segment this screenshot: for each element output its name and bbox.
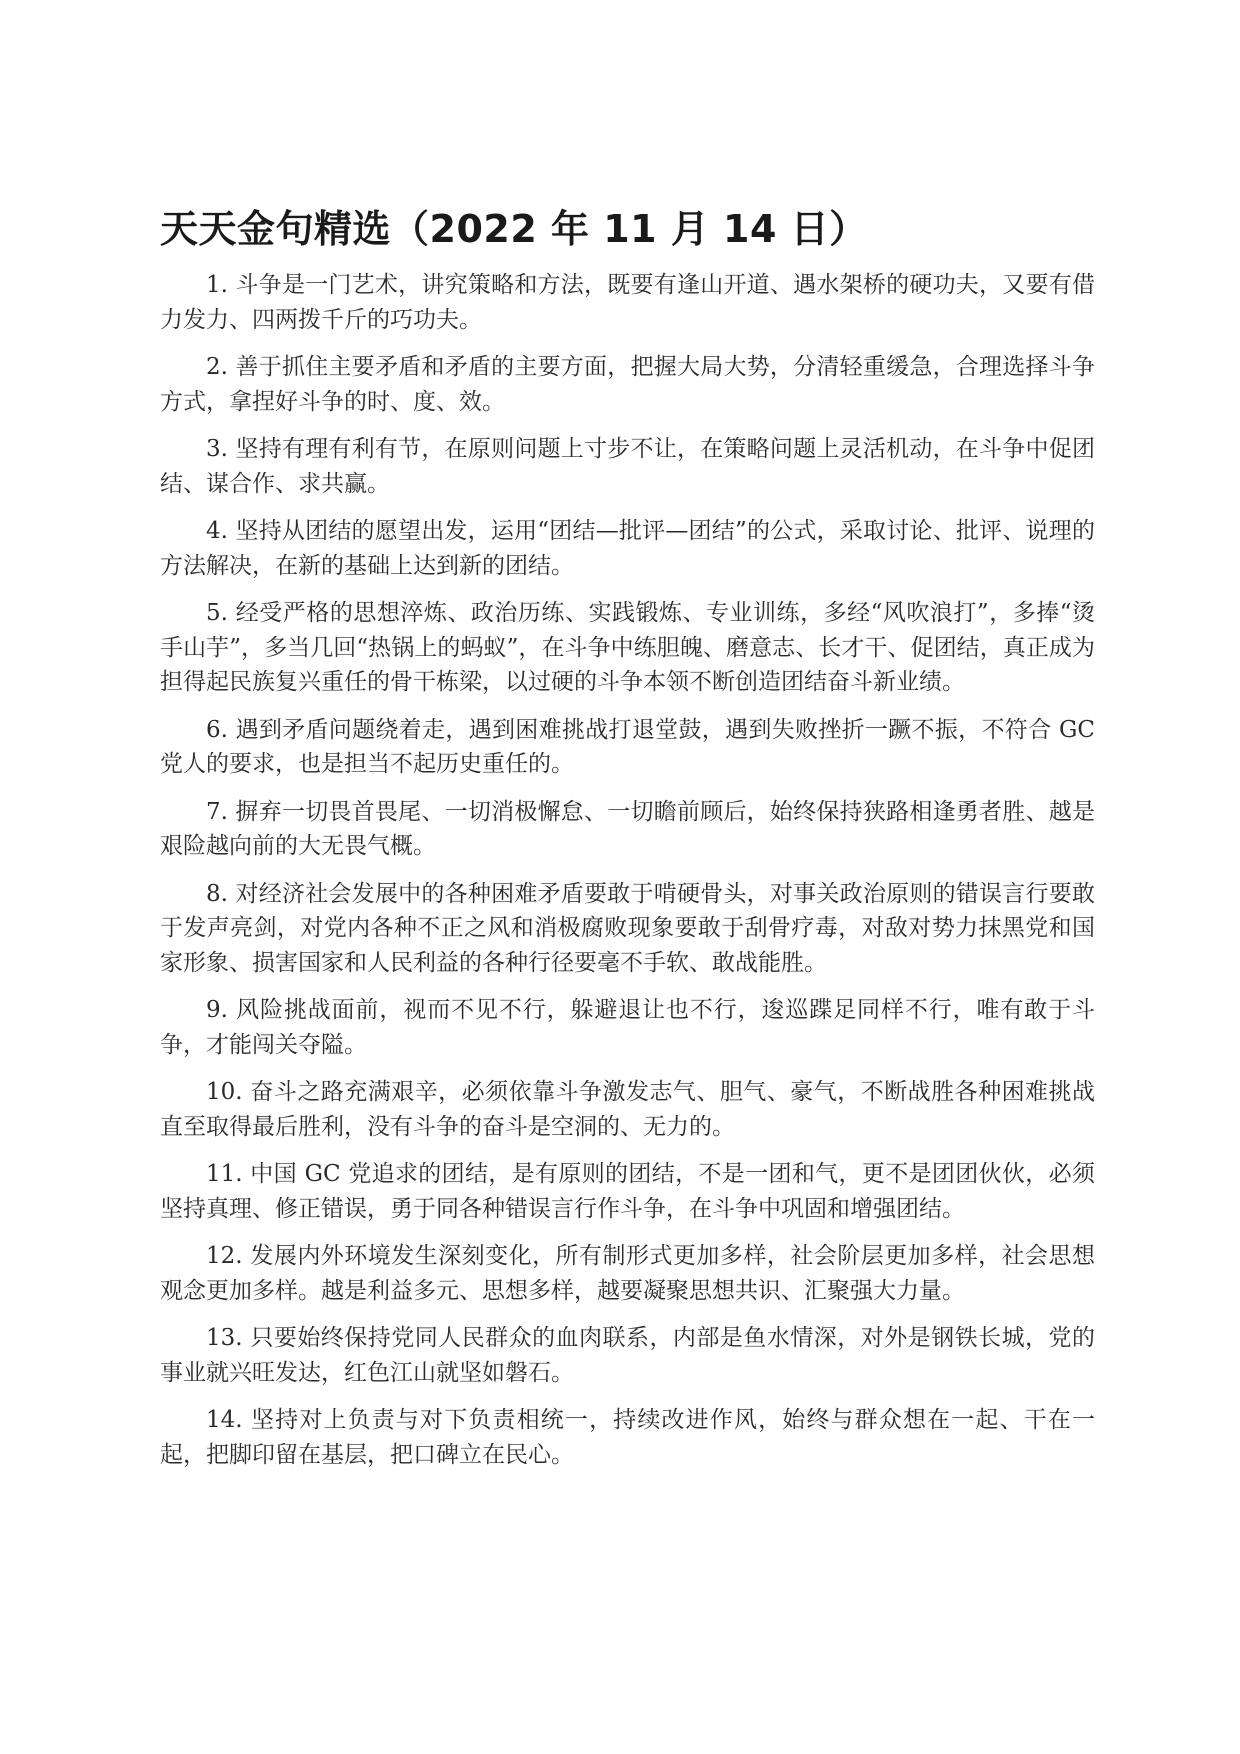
quote-list [160, 268, 1095, 1485]
quote-paragraph-3: 3. 坚持有理有利有节，在原则问题上寸步不让，在策略问题上灵活机动，在斗争中促团结、谋合作、求共赢。 [160, 436, 1095, 497]
quote-paragraph-8: 8. 对经济社会发展中的各种困难矛盾要敢于啃硬骨头，对事关政治原则的错误言行要敢于发声亮剑，对党内各种不正之风和消极腐败现象要敢于刮骨疗毒，对敌对势力抹黑党和国家形象、损害国家和人民利益的各种行径要毫不手软、敢战能胜。 [160, 880, 1095, 976]
quote-paragraph-13: 13. 只要始终保持党同人民群众的血肉联系，内部是鱼水情深，对外是钢铁长城，党的事业就兴旺发达，红色江山就坚如磐石。 [160, 1325, 1095, 1386]
page-title: 天天金句精选（2022 年 11 月 14 日） [160, 207, 868, 251]
quote-paragraph-11: 11. 中国 GC 党追求的团结，是有原则的团结，不是一团和气，更不是团团伙伙，必须坚持真理、修正错误，勇于同各种错误言行作斗争，在斗争中巩固和增强团结。 [160, 1161, 1095, 1222]
quote-paragraph-12: 12. 发展内外环境发生深刻变化，所有制形式更加多样，社会阶层更加多样，社会思想观念更加多样。越是利益多元、思想多样，越要凝聚思想共识、汇聚强大力量。 [160, 1243, 1095, 1304]
quote-paragraph-9: 9. 风险挑战面前，视而不见不行，躲避退让也不行，逡巡蹀足同样不行，唯有敢于斗争，才能闯关夺隘。 [160, 997, 1095, 1058]
quote-paragraph-1: 1. 斗争是一门艺术，讲究策略和方法，既要有逢山开道、遇水架桥的硬功夫，又要有借力发力、四两拨千斤的巧功夫。 [160, 272, 1095, 333]
quote-paragraph-2: 2. 善于抓住主要矛盾和矛盾的主要方面，把握大局大势，分清轻重缓急，合理选择斗争方式，拿捏好斗争的时、度、效。 [160, 354, 1095, 415]
quote-paragraph-5: 5. 经受严格的思想淬炼、政治历练、实践锻炼、专业训练，多经“风吹浪打”，多捧“烫手山芋”，多当几回“热锅上的蚂蚁”，在斗争中练胆魄、磨意志、长才干、促团结，真正成为担得起民族复兴重任的骨干栋梁，以过硬的斗争本领不断创造团结奋斗新业绩。 [160, 600, 1095, 695]
quote-paragraph-6: 6. 遇到矛盾问题绕着走，遇到困难挑战打退堂鼓，遇到失败挫折一蹶不振，不符合 GC 党人的要求，也是担当不起历史重任的。 [160, 716, 1095, 777]
quote-paragraph-4: 4. 坚持从团结的愿望出发，运用“团结—批评—团结”的公式，采取讨论、批评、说理的方法解决，在新的基础上达到新的团结。 [160, 518, 1095, 579]
quote-paragraph-10: 10. 奋斗之路充满艰辛，必须依靠斗争激发志气、胆气、豪气，不断战胜各种困难挑战直至取得最后胜利，没有斗争的奋斗是空洞的、无力的。 [160, 1079, 1095, 1140]
quote-paragraph-14: 14. 坚持对上负责与对下负责相统一，持续改进作风，始终与群众想在一起、干在一起，把脚印留在基层，把口碑立在民心。 [160, 1407, 1095, 1468]
quote-paragraph-7: 7. 摒弃一切畏首畏尾、一切消极懈怠、一切瞻前顾后，始终保持狭路相逢勇者胜、越是艰险越向前的大无畏气概。 [160, 798, 1095, 859]
